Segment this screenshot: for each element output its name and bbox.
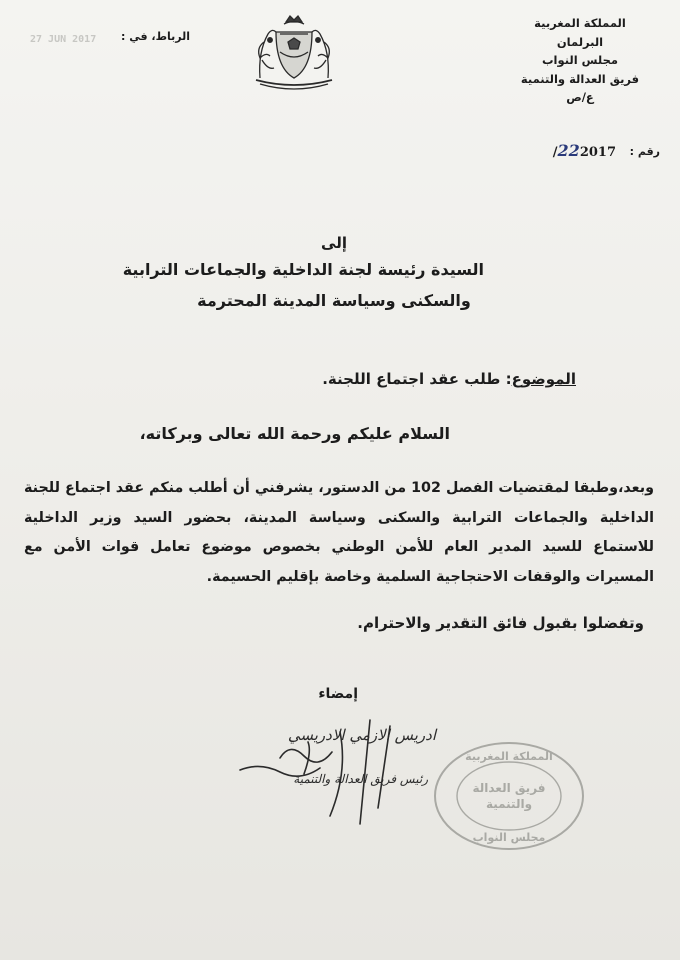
recipient-block — [122, 234, 484, 310]
reference-label: رقم : — [629, 145, 660, 158]
place-date-line — [26, 30, 196, 50]
seal-inner-line-2: والتنمية — [485, 797, 533, 811]
letterhead-organization — [510, 14, 650, 107]
closing-line: وتفضلوا بقبول فائق التقدير والاحترام. — [357, 614, 644, 632]
org-line-kingdom: المملكة المغربية — [534, 16, 626, 30]
reference-number-line — [520, 141, 660, 167]
body-paragraph: وبعد،وطبقا لمقتضيات الفصل 102 من الدستور، يشرفني أن أطلب منكم عقد اجتماع للجنة الداخلية والجماعات الترابية والسكنى وسياسة المدينة، بحضور السيد وزير الداخلية للاستماع للسيد المدير العام للأمن الوطني بخصوص موضوع تعامل قوات الأمن مع المسيرات والوقفات الاحتجاجية السلمية وخاصة بإقليم الحسيمة. — [24, 480, 654, 585]
recipient-line-2: والسكنى وسياسة المدينة المحترمة — [197, 291, 471, 310]
official-seal-stamp-icon — [430, 738, 588, 854]
seal-bottom-text: مجلس النواب — [472, 831, 546, 844]
seal-inner-line-1: فريق العدالة — [472, 781, 546, 795]
reference-handwritten-number: 22 — [557, 141, 580, 160]
signature-label: إمضاء — [318, 686, 358, 702]
royal-coat-of-arms-icon — [246, 12, 342, 94]
org-line-group: فريق العدالة والتنمية — [520, 71, 640, 86]
org-line-code: ع/ص — [566, 90, 594, 104]
seal-outer-text: المملكة المغربية — [465, 750, 553, 763]
greeting: السلام عليكم ورحمة الله تعالى وبركاته، — [139, 424, 450, 443]
recipient-line-1: السيدة رئيسة لجنة الداخلية والجماعات الترابية — [122, 260, 484, 279]
reference-value — [553, 141, 616, 160]
place-label: الرباط، في : — [121, 30, 190, 43]
signatory-name: ادريس الازمي الادريسي — [287, 726, 436, 744]
subject-text: : طلب عقد اجتماع اللجنة. — [322, 370, 512, 388]
org-line-parliament: البرلمان — [556, 34, 604, 49]
recipient-to: إلى — [321, 234, 347, 252]
signatory-title: رئيس فريق العدالة والتنمية — [293, 772, 428, 786]
reference-year: 2017/ — [552, 145, 616, 160]
letter-body — [24, 474, 654, 592]
subject-label: الموضوع — [511, 370, 576, 388]
date-stamp: 27 JUN 2017 — [30, 34, 97, 45]
org-line-house: مجلس النواب — [541, 53, 619, 67]
subject-line — [176, 370, 576, 388]
